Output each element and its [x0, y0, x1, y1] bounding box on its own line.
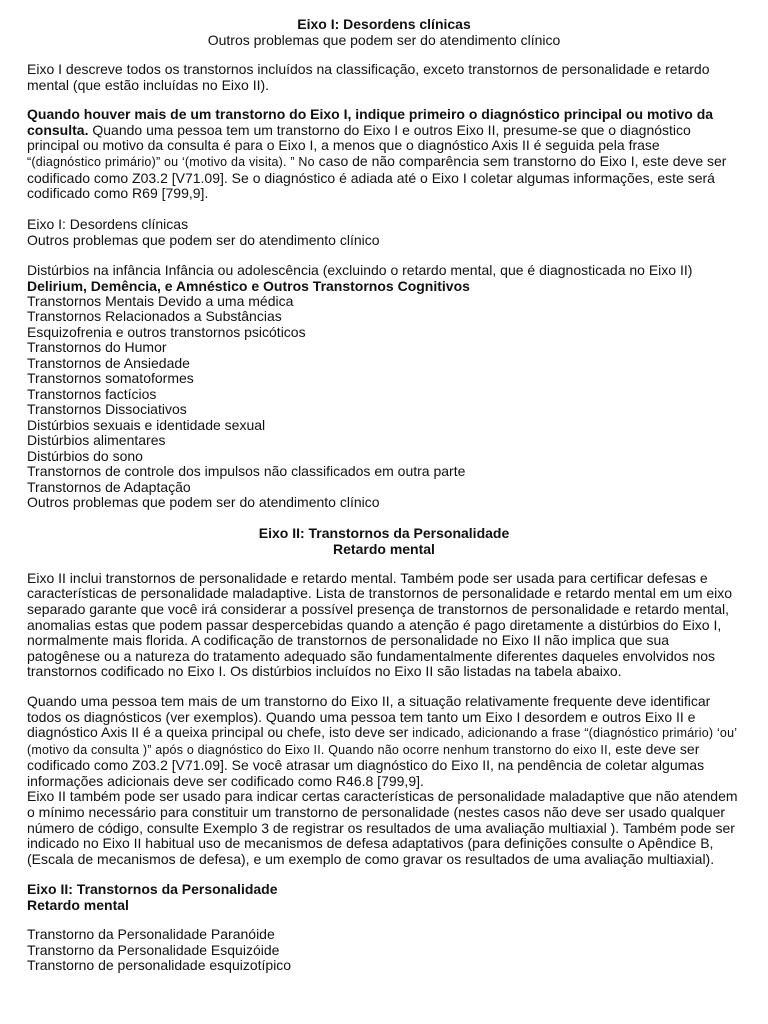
section2-title-line1: Eixo II: Transtornos da Personalidade — [258, 524, 510, 541]
section1-title: Eixo I: Desordens clínicas — [297, 16, 471, 32]
section2-paragraph-3: Eixo II também pode ser usado para indicar certas características de personalidade maladaptive que não atendem o mínimo necessário para constituir um transtorno de personalidade (nestes casos não deve ser usado qualquer número de código, consulte Exemplo 3 de registrar os resultados de uma avaliação multiaxial ). Também pode ser indicado no Eixo II habitual uso de mecanismos de defesa adaptativos (para definições consulte o Apêndice B, (Escala de mecanismos de defesa), e um exemplo de como gravar os resultados de uma avaliação multiaxial). — [27, 788, 738, 867]
list-item: Outros problemas que podem ser do atendimento clínico — [27, 494, 380, 511]
list-item: Distúrbios sexuais e identidade sexual — [27, 416, 266, 433]
list-item: Esquizofrenia e outros transtornos psicóticos — [27, 323, 306, 340]
list-item: Distúrbios alimentares — [27, 432, 166, 449]
section2-personality-list — [27, 927, 741, 974]
list-item: Transtorno da Personalidade Esquizóide — [27, 941, 280, 958]
section2-paragraph-2-text-a: Quando uma pessoa tem mais de um transtorno do Eixo II, a situação relativamente frequente deve identificar todos os diagnósticos (ver exemplos). Quando uma pessoa tem tanto um Eixo I desordem e outros Eixo II e diagnóstico Axis II é a queixa principal ou chefe, isto deve ser — [27, 692, 711, 741]
section1-repeat-subtitle: Outros problemas que podem ser do atendimento clínico — [27, 231, 380, 248]
section1-list-intro: Distúrbios na infância Infância ou adolescência (excluindo o retardo mental, que é diagnosticada no Eixo II) — [27, 261, 693, 278]
section1-paragraph-2-text-b: caso de não comparência sem transtorno do Eixo I, este deve ser codificado como Z03.2 [V71.09]. Se o diagnóstico é adiada até o Eixo I coletar algumas informações, este será codificado como R69 [799,9]. — [27, 152, 727, 202]
section1-disorder-list — [27, 294, 741, 511]
section2-paragraph-2 — [27, 694, 741, 790]
section2-bold-line1: Eixo II: Transtornos da Personalidade — [27, 881, 278, 898]
section1-list-bold: Delirium, Demência, e Amnéstico e Outros Transtornos Cognitivos — [27, 277, 470, 294]
list-item: Transtorno de personalidade esquizotípico — [27, 957, 292, 974]
section1-paragraph-2-bold: Quando houver mais de um transtorno do Eixo I, indique primeiro o diagnóstico principal ou motivo da consulta. — [27, 106, 714, 138]
section2-paragraph-2-text-b: este deve ser codificado como Z03.2 [V71.09]. Se você atrasar um diagnóstico do Eixo II, na pendência de coletar algumas informações adicionais deve ser codificado como R46.8 [799,9]. — [27, 740, 705, 789]
section1-paragraph-1: Eixo I descreve todos os transtornos incluídos na classificação, exceto transtornos de personalidade e retardo mental (que estão incluídas no Eixo II). — [27, 61, 710, 93]
list-item: Transtorno da Personalidade Paranóide — [27, 926, 275, 943]
section1-paragraph-2 — [27, 107, 741, 202]
list-item: Transtornos somatoformes — [27, 370, 194, 387]
list-item: Transtornos de Adaptação — [27, 478, 191, 495]
list-item: Transtornos factícios — [27, 385, 157, 402]
section1-repeat-title: Eixo I: Desordens clínicas — [27, 215, 189, 232]
list-item: Transtornos de Ansiedade — [27, 354, 190, 371]
list-item: Transtornos Relacionados a Substâncias — [27, 308, 282, 325]
section2-title-line2: Retardo mental — [333, 540, 435, 557]
list-item: Transtornos Dissociativos — [27, 401, 187, 418]
section1-paragraph-2-text-a: Quando uma pessoa tem um transtorno do Eixo I e outros Eixo II, presume-se que o diagnóstico principal ou motivo da consulta é para o Eixo I, a menos que o diagnóstico Axis II é seguida pela frase — [27, 121, 691, 154]
section1-paragraph-2-small: “(diagnóstico primário)” ou ‘(motivo da visita). ” No — [27, 154, 315, 169]
section2-paragraph-1: Eixo II inclui transtornos de personalidade e retardo mental. Também pode ser usada para certificar defesas e características de personalidade maladaptive. Lista de transtornos de personalidade e retardo mental em um eixo separado garante que você irá considerar a possível presença de transtornos de personalidade e retardo mental, anomalias estas que podem passar despercebidas quando a atenção é pago diretamente a distúrbios do Eixo I, normalmente mais florida. A codificação de transtornos de personalidade no Eixo II não implica que sua patogênese ou a natureza do tratamento adequado são fundamentalmente diferentes daqueles envolvidos nos transtornos codificado no Eixo I. Os distúrbios incluídos no Eixo II são listadas na tabela abaixo. — [27, 569, 733, 680]
list-item: Transtornos Mentais Devido a uma médica — [27, 292, 294, 309]
list-item: Transtornos de controle dos impulsos não classificados em outra parte — [27, 463, 466, 480]
list-item: Distúrbios do sono — [27, 447, 143, 464]
list-item: Transtornos do Humor — [27, 339, 167, 356]
section2-bold-line2: Retardo mental — [27, 897, 129, 914]
section2-paragraph-2-small: indicado, adicionando a frase “(diagnóstico primário) ‘ou’ (motivo da consulta )” após o diagnóstico do Eixo II. Quando não ocorre nenhum transtorno do eixo II, — [27, 726, 737, 757]
section1-subtitle: Outros problemas que podem ser do atendimento clínico — [207, 32, 561, 48]
